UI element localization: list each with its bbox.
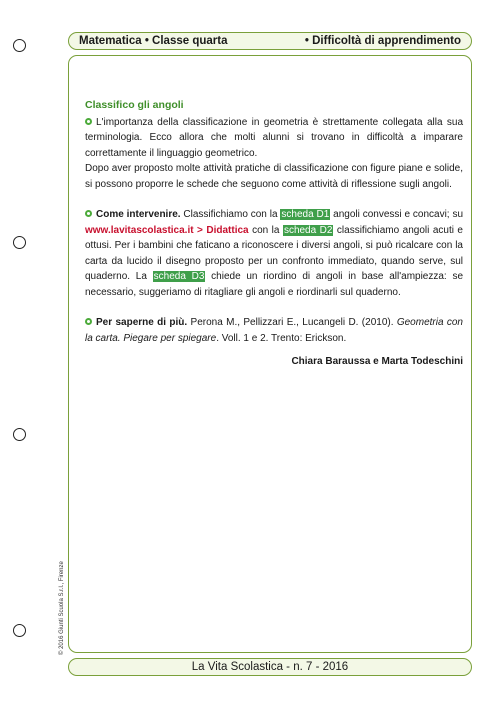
intervene-lead: Come intervenire.: [96, 209, 181, 220]
binder-hole-4: [13, 624, 26, 637]
sheet-d1-tag: scheda D1: [281, 209, 330, 220]
site-link[interactable]: www.lavitascolastica.it > Didattica: [85, 224, 249, 236]
content-panel: [68, 55, 472, 653]
page-footer: [68, 658, 472, 676]
more-paragraph: Per saperne di più. Perona M., Pellizzari E., Lucangeli D. (2010). Geometria con la carta. Piegare per spiegare. Voll. 1 e 2. Trento: Erickson.: [85, 317, 463, 344]
author-line: Chiara Baraussa e Marta Todeschini: [291, 356, 463, 367]
more-lead: Per saperne di più.: [96, 317, 188, 328]
sheet-d3-tag: scheda D3: [153, 271, 205, 282]
bullet-icon: [85, 318, 92, 325]
sheet-d2-tag: scheda D2: [283, 224, 333, 236]
header-topic: • Difficoltà di apprendimento: [304, 35, 461, 47]
intervene-paragraph: Come intervenire. Classifichiamo con la scheda D1 angoli convessi e concavi; su www.lavitascolastica.it > Didattica con la scheda D2 classifichiamo angoli acuti e ottusi. Per i bambini che faticano a riconoscere i diversi angoli, si può ricalcare con la carta da lucido il disegno proposto per un confronto immediato, quando serve, sul quaderno. La scheda D3 chiede un riordino di angoli in base all'ampiezza: se necessario, suggeriamo di ritagliare gli angoli e riordinarli sul quaderno.: [85, 209, 464, 298]
binder-hole-1: [13, 39, 26, 52]
page-header: [68, 32, 472, 50]
binder-hole-2: [13, 236, 26, 249]
intro-paragraph-2: Dopo aver proposto molte attività pratiche di classificazione con figure piane e solide, si possono proporre le schede che seguono come attività di riflessione sugli angoli.: [85, 163, 463, 190]
footer-text: La Vita Scolastica - n. 7 - 2016: [191, 661, 349, 673]
bullet-icon: [85, 118, 92, 125]
header-subject: Matematica • Classe quarta: [79, 35, 228, 47]
book-title: Geometria con la carta. Piegare per spiegare: [85, 317, 463, 344]
section-title: Classifico gli angoli: [85, 99, 184, 111]
copyright-notice: © 2016 Giunti Scuola S.r.l., Firenze: [59, 561, 65, 655]
intro-paragraph: L'importanza della classificazione in geometria è strettamente collegata alla sua terminologia. Ecco allora che molti alunni si trovano in difficoltà a imparare correttamente il linguaggio geometrico.: [85, 116, 463, 159]
bullet-icon: [85, 210, 92, 217]
article-body: [85, 98, 463, 370]
binder-hole-3: [13, 428, 26, 441]
